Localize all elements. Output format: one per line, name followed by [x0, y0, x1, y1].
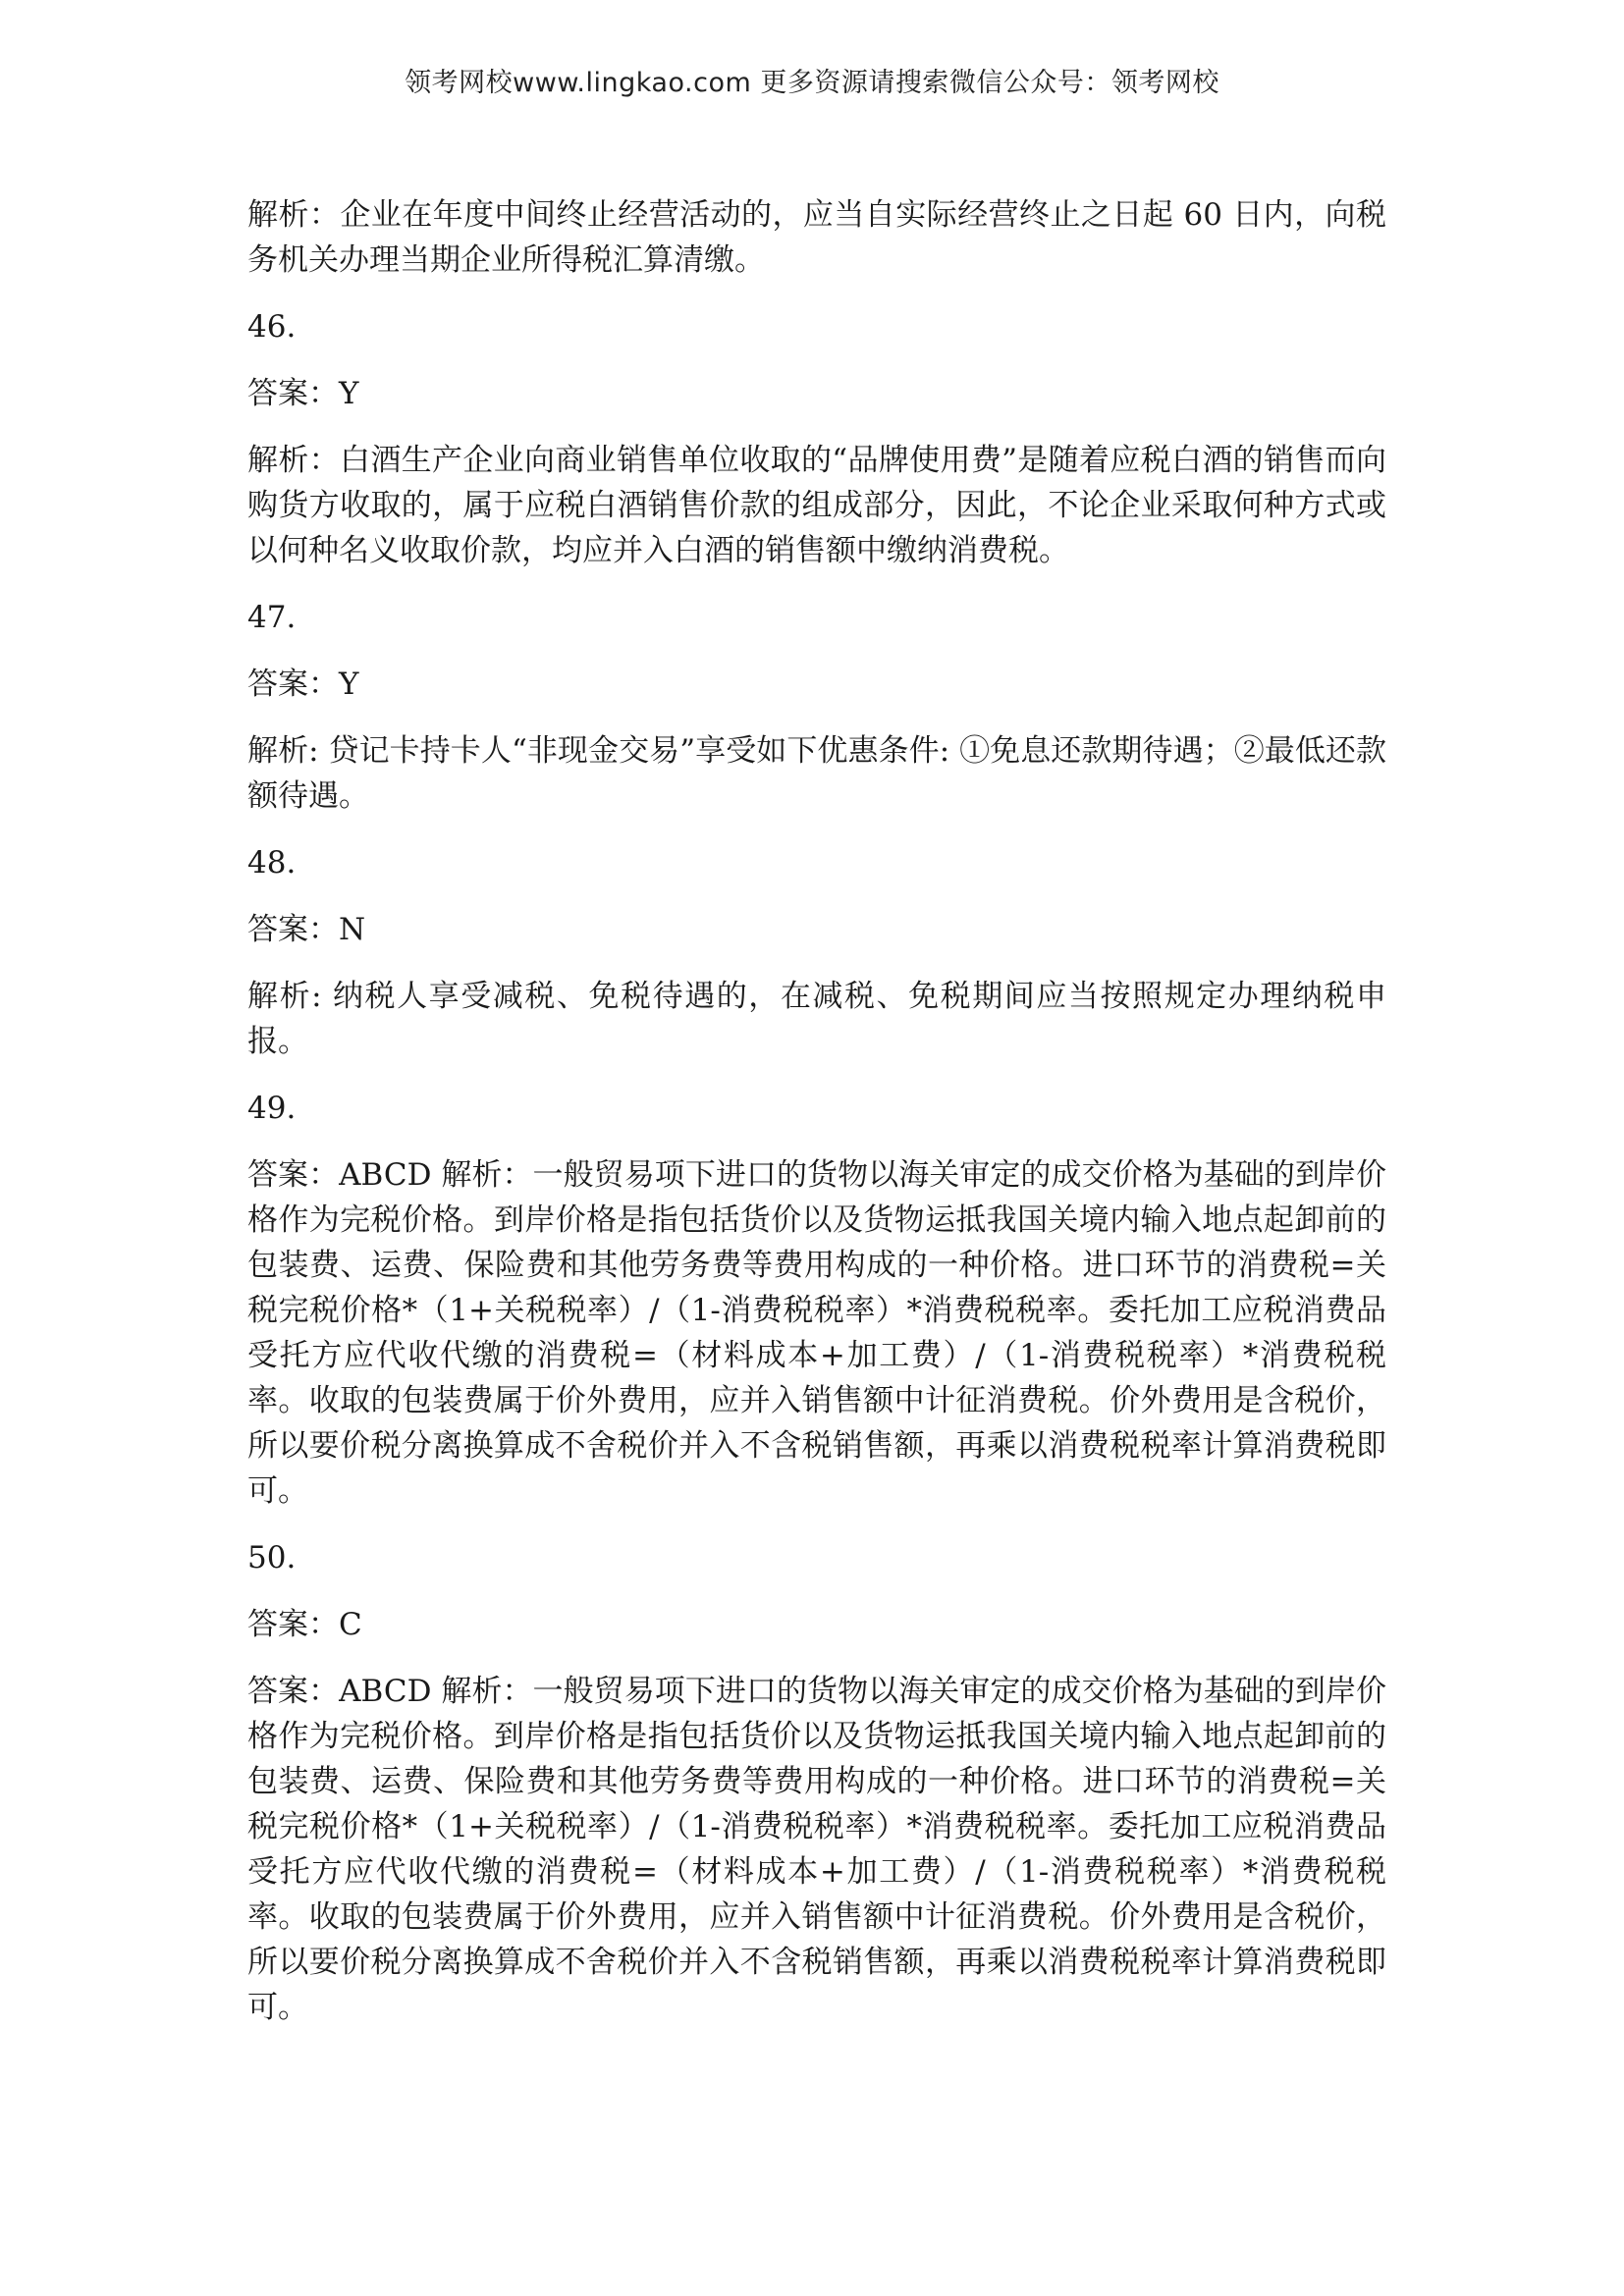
explanation-47: 解析: 贷记卡持卡人“非现金交易”享受如下优惠条件: ①免息还款期待遇；②最低还款额待遇。 — [247, 733, 1386, 814]
answer-46: 答案：Y — [247, 376, 359, 411]
answer-50: 答案：C — [247, 1607, 362, 1642]
explanation-46: 解析：白酒生产企业向商业销售单位收取的“品牌使用费”是随着应税白酒的销售而向购货方收取的，属于应税白酒销售价款的组成部分，因此，不论企业采取何种方式或以何种名义收取价款，均应并入白酒的销售额中缴纳消费税。 — [247, 443, 1386, 568]
question-number-49: 49. — [247, 1091, 297, 1126]
answer-47: 答案：Y — [247, 667, 359, 702]
page-header: 领考网校www.lingkao.com 更多资源请搜索微信公众号：领考网校 — [405, 68, 1219, 98]
explanation-50: 答案：ABCD 解析：一般贸易项下进口的货物以海关审定的成交价格为基础的到岸价格作为完税价格。到岸价格是指包括货价以及货物运抵我国关境内输入地点起卸前的包装费、运费、保险费和其他劳务费等费用构成的一种价格。进口环节的消费税=关税完税价格*（1+关税税率）/（1-消费税税率）*消费税税率。委托加工应税消费品受托方应代收代缴的消费税=（材料成本+加工费）/（1-消费税税率）*消费税税率。收取的包装费属于价外费用，应并入销售额中计征消费税。价外费用是含税价，所以要价税分离换算成不舍税价并入不含税销售额，再乘以消费税税率计算消费税即可。 — [247, 1674, 1386, 2025]
answer-48: 答案：N — [247, 912, 366, 947]
document-body — [247, 192, 1386, 2052]
question-number-46: 46. — [247, 309, 297, 345]
explanation-48: 解析: 纳税人享受减税、免税待遇的，在减税、免税期间应当按照规定办理纳税申报。 — [247, 979, 1386, 1059]
explanation-45: 解析：企业在年度中间终止经营活动的，应当自实际经营终止之日起 60 日内，向税务机关办理当期企业所得税汇算清缴。 — [247, 197, 1386, 278]
question-number-50: 50. — [247, 1540, 297, 1575]
answer-explanation-49: 答案：ABCD 解析：一般贸易项下进口的货物以海关审定的成交价格为基础的到岸价格作为完税价格。到岸价格是指包括货价以及货物运抵我国关境内输入地点起卸前的包装费、运费、保险费和其他劳务费等费用构成的一种价格。进口环节的消费税=关税完税价格*（1+关税税率）/（1-消费税税率）*消费税税率。委托加工应税消费品受托方应代收代缴的消费税=（材料成本+加工费）/（1-消费税税率）*消费税税率。收取的包装费属于价外费用，应并入销售额中计征消费税。价外费用是含税价，所以要价税分离换算成不舍税价并入不含税销售额，再乘以消费税税率计算消费税即可。 — [247, 1157, 1386, 1509]
question-number-48: 48. — [247, 845, 297, 881]
question-number-47: 47. — [247, 600, 297, 635]
